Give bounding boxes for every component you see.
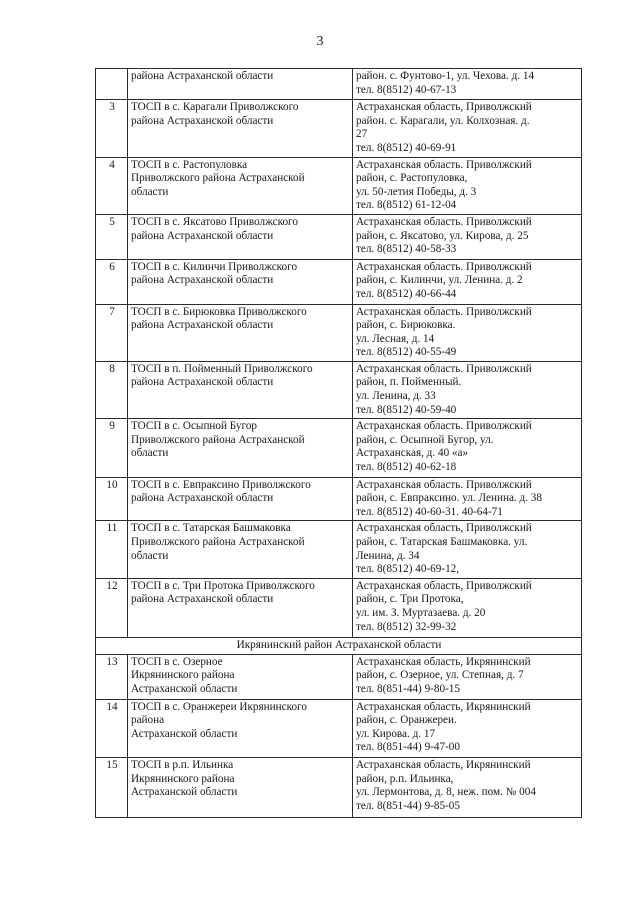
address-line: ул. Кирова. д. 17 bbox=[356, 727, 436, 740]
organization-name bbox=[128, 100, 353, 157]
organization-address bbox=[353, 521, 582, 578]
name-line: ТОСП в с. Евпраксино Приволжского bbox=[131, 478, 311, 491]
name-line: Астраханской области bbox=[131, 682, 238, 695]
organization-address bbox=[353, 419, 582, 477]
name-line: области bbox=[131, 185, 169, 198]
organization-name bbox=[128, 699, 353, 757]
address-line: тел. 8(8512) 32-99-32 bbox=[356, 620, 457, 633]
address-line: тел. 8(851-44) 9-47-00 bbox=[356, 741, 460, 754]
address-line: тел. 8(8512) 40-59-40 bbox=[356, 403, 457, 416]
tosp-table bbox=[95, 68, 582, 818]
name-line: ТОСП в п. Пойменный Приволжского bbox=[131, 362, 313, 375]
address-line: ул. Лесная, д. 14 bbox=[356, 332, 435, 345]
address-line: Ленина, д. 34 bbox=[356, 549, 420, 562]
address-line: ул. им. З. Муртазаева. д. 20 bbox=[356, 606, 486, 619]
row-number: 9 bbox=[96, 419, 128, 477]
table-row bbox=[96, 69, 582, 100]
name-line: ТОСП в с. Озерное bbox=[131, 655, 223, 668]
address-line: район, с. Осыпной Бугор, ул. bbox=[356, 433, 494, 446]
address-line: район, с. Евпраксино. ул. Ленина. д. 38 bbox=[356, 492, 542, 505]
address-line: Астраханская область, Икрянинский bbox=[356, 700, 531, 713]
table-row bbox=[96, 100, 582, 157]
name-line: района Астраханской области bbox=[131, 492, 274, 505]
organization-name bbox=[128, 757, 353, 817]
organization-name bbox=[128, 304, 353, 361]
address-line: тел. 8(8512) 40-55-49 bbox=[356, 346, 457, 359]
address-line: тел. 8(8512) 61-12-04 bbox=[356, 199, 457, 212]
address-line: 27 bbox=[356, 128, 368, 141]
organization-address bbox=[353, 157, 582, 214]
address-line: тел. 8(851-44) 9-85-05 bbox=[356, 799, 460, 812]
row-number: 13 bbox=[96, 654, 128, 699]
name-line: Приволжского района Астраханской bbox=[131, 433, 305, 446]
address-line: тел. 8(8512) 40-62-18 bbox=[356, 461, 457, 474]
row-number: 8 bbox=[96, 361, 128, 418]
table-row bbox=[96, 654, 582, 699]
organization-address bbox=[353, 361, 582, 418]
address-line: ул. Лермонтова, д. 8, неж. пом. № 004 bbox=[356, 786, 536, 799]
name-line: Астраханской области bbox=[131, 727, 238, 740]
row-number: 11 bbox=[96, 521, 128, 578]
address-line: Астраханская область, Приволжский bbox=[356, 579, 532, 592]
name-line: ТОСП в с. Растопуловка bbox=[131, 158, 248, 171]
name-line: ТОСП в с. Татарская Башмаковка bbox=[131, 522, 291, 535]
table-row bbox=[96, 361, 582, 418]
address-line: тел. 8(8512) 40-66-44 bbox=[356, 287, 457, 300]
organization-name bbox=[128, 654, 353, 699]
name-line: ТОСП в с. Яксатово Приволжского bbox=[131, 215, 298, 228]
name-line: ТОСП в с. Бирюковка Приволжского bbox=[131, 305, 307, 318]
name-line: района Астраханской области bbox=[131, 593, 274, 606]
name-line: района Астраханской области bbox=[131, 319, 274, 332]
row-number: 5 bbox=[96, 214, 128, 259]
row-number: 4 bbox=[96, 157, 128, 214]
name-line: района Астраханской области bbox=[131, 274, 274, 287]
name-line: ТОСП в с. Карагали Приволжского bbox=[131, 101, 299, 114]
address-line: район, с. Растопуловка, bbox=[356, 172, 468, 185]
address-line: район, с. Три Протока, bbox=[356, 593, 464, 606]
name-line: района Астраханской области bbox=[131, 114, 274, 127]
organization-name bbox=[128, 578, 353, 637]
address-line: район. с. Карагали, ул. Колхозная. д. bbox=[356, 114, 530, 127]
address-line: тел. 8(8512) 40-60-31. 40-64-71 bbox=[356, 505, 503, 518]
address-line: ул. Ленина, д. 33 bbox=[356, 390, 436, 403]
table-row bbox=[96, 304, 582, 361]
name-line: ТОСП в с. Килинчи Приволжского bbox=[131, 260, 298, 273]
row-number: 15 bbox=[96, 757, 128, 817]
table-row bbox=[96, 477, 582, 521]
organization-name bbox=[128, 521, 353, 578]
address-line: тел. 8(8512) 40-58-33 bbox=[356, 243, 457, 256]
address-line: Астраханская область. Приволжский bbox=[356, 215, 532, 228]
name-line: ТОСП в с. Оранжереи Икрянинского bbox=[131, 700, 307, 713]
address-line: район, с. Яксатово, ул. Кирова, д. 25 bbox=[356, 229, 529, 242]
row-number: 12 bbox=[96, 578, 128, 637]
table-body bbox=[96, 69, 582, 818]
name-line: области bbox=[131, 447, 169, 460]
organization-address bbox=[353, 304, 582, 361]
name-line: ТОСП в р.п. Ильинка bbox=[131, 758, 234, 771]
address-line: тел. 8(851-44) 9-80-15 bbox=[356, 682, 460, 695]
address-line: Астраханская область, Приволжский bbox=[356, 522, 532, 535]
address-line: район, с. Килинчи, ул. Ленина. д. 2 bbox=[356, 274, 523, 287]
organization-address bbox=[353, 654, 582, 699]
address-line: район, п. Пойменный. bbox=[356, 376, 462, 389]
address-line: Астраханская область. Приволжский bbox=[356, 305, 532, 318]
address-line: Астраханская область. Приволжский bbox=[356, 158, 532, 171]
row-number bbox=[96, 69, 128, 100]
organization-address bbox=[353, 69, 582, 100]
address-line: тел. 8(8512) 40-67-13 bbox=[356, 83, 457, 96]
organization-address bbox=[353, 100, 582, 157]
table-row bbox=[96, 259, 582, 304]
table-row bbox=[96, 578, 582, 637]
organization-address bbox=[353, 578, 582, 637]
organization-name bbox=[128, 259, 353, 304]
row-number: 14 bbox=[96, 699, 128, 757]
address-line: Астраханская область. Приволжский bbox=[356, 478, 532, 491]
organization-address bbox=[353, 699, 582, 757]
organization-address bbox=[353, 477, 582, 521]
organization-name bbox=[128, 214, 353, 259]
row-number: 7 bbox=[96, 304, 128, 361]
address-line: ул. 50-летия Победы, д. 3 bbox=[356, 185, 477, 198]
address-line: Астраханская область, Икрянинский bbox=[356, 655, 531, 668]
address-line: район, с. Татарская Башмаковка. ул. bbox=[356, 536, 528, 548]
organization-name bbox=[128, 157, 353, 214]
row-number: 6 bbox=[96, 259, 128, 304]
page-number: 3 bbox=[316, 34, 324, 49]
organization-name bbox=[128, 419, 353, 477]
address-line: район. с. Фунтово-1, ул. Чехова. д. 14 bbox=[356, 70, 535, 82]
address-line: район, р.п. Ильинка, bbox=[356, 772, 454, 785]
table-row bbox=[96, 521, 582, 578]
name-line: области bbox=[131, 549, 169, 562]
row-number: 3 bbox=[96, 100, 128, 157]
address-line: Астраханская, д. 40 «а» bbox=[356, 447, 469, 460]
organization-address bbox=[353, 757, 582, 817]
name-line: Икрянинского района bbox=[131, 772, 235, 785]
name-line: Приволжского района Астраханской bbox=[131, 536, 305, 548]
name-line: Приволжского района Астраханской bbox=[131, 172, 305, 185]
name-line: района Астраханской области bbox=[131, 70, 274, 82]
organization-address bbox=[353, 259, 582, 304]
table-row bbox=[96, 419, 582, 477]
address-line: тел. 8(8512) 40-69-91 bbox=[356, 141, 457, 154]
name-line: ТОСП в с. Три Протока Приволжского bbox=[131, 579, 315, 592]
name-line: района bbox=[131, 714, 165, 727]
table-row bbox=[96, 757, 582, 817]
address-line: район, с. Бирюковка. bbox=[356, 319, 456, 332]
table-row bbox=[96, 214, 582, 259]
address-line: тел. 8(8512) 40-69-12, bbox=[356, 563, 460, 576]
address-line: Астраханская область, Икрянинский bbox=[356, 758, 531, 771]
address-line: Астраханская область, Приволжский bbox=[356, 101, 532, 114]
section-row bbox=[96, 638, 582, 655]
address-line: район, с. Озерное, ул. Степная, д. 7 bbox=[356, 669, 524, 682]
name-line: Икрянинского района bbox=[131, 669, 235, 682]
organization-address bbox=[353, 214, 582, 259]
name-line: ТОСП в с. Осыпной Бугор bbox=[131, 420, 258, 433]
name-line: Астраханской области bbox=[131, 786, 238, 799]
organization-name bbox=[128, 361, 353, 418]
address-line: Астраханская область. Приволжский bbox=[356, 362, 532, 375]
address-line: Астраханская область. Приволжский bbox=[356, 420, 532, 433]
section-title: Икрянинский район Астраханской области bbox=[96, 638, 582, 655]
address-line: район, с. Оранжереи. bbox=[356, 714, 457, 727]
address-line: Астраханская область. Приволжский bbox=[356, 260, 532, 273]
name-line: района Астраханской области bbox=[131, 376, 274, 389]
row-number: 10 bbox=[96, 477, 128, 521]
name-line: района Астраханской области bbox=[131, 229, 274, 242]
organization-name bbox=[128, 69, 353, 100]
table-row bbox=[96, 157, 582, 214]
organization-name bbox=[128, 477, 353, 521]
table-row bbox=[96, 699, 582, 757]
